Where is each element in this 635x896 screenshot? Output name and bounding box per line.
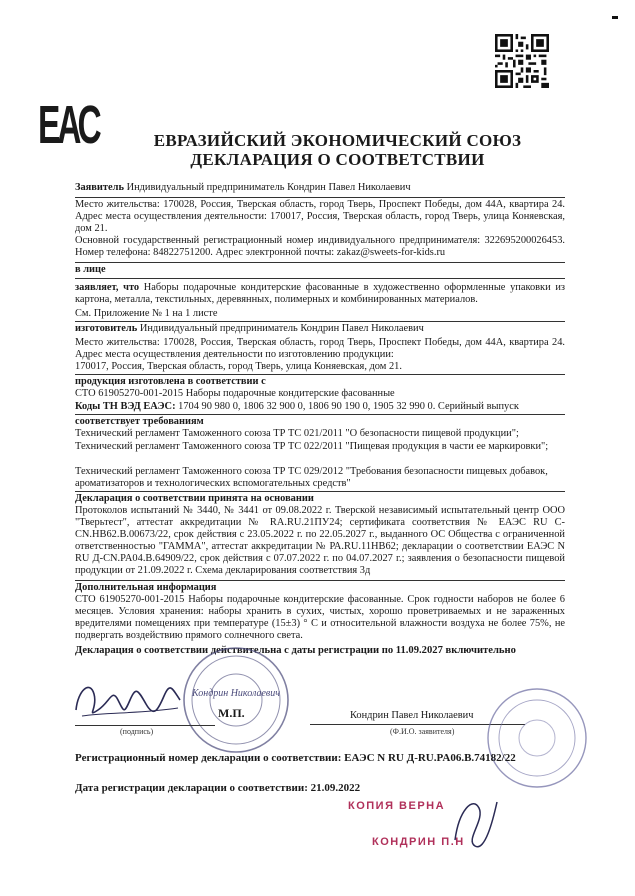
- applicant-ogrn: Основной государственный регистрационный номер индивидуального предпринимателя: 322695200026453. Номер телефона: 84822751200. Адрес электронной почты: zakaz@sweets-for-kids.ru: [75, 235, 565, 258]
- mp-label: М.П.: [218, 706, 245, 720]
- certificate-stamp: [485, 686, 589, 790]
- signature-caption: (подпись): [120, 727, 154, 736]
- divider: [75, 262, 565, 263]
- divider: [75, 374, 565, 375]
- additional-label: Дополнительная информация: [75, 582, 217, 593]
- basis-value: Протоколов испытаний № 3440, № 3441 от 09.08.2022 г. Тверской независимый испытательный центр ООО "Тверьтест", аттестат аккредитации № RA.RU.21ПУ24; сертификата соответствия № ЕАЭС RU С-CN.НВ62.В.00673/22, срок действия с 23.05.2022 г. по 22.05.2027 г., выданного ОС Общества с ограниченной ответственностью "ГАММА", аттестат аккредитации № РА.RU.11НВ62; декларации о соответствии ЕАЭС N RU Д-CN.PA04.В.64909/22, срок действия с 07.07.2022 г. по 04.07.2027 г.; заявления о безопасности пищевой продукции от 21.09.2022 г. Схема декларирования соответствия 3д: [75, 505, 565, 576]
- union-title: ЕВРАЗИЙСКИЙ ЭКОНОМИЧЕСКИЙ СОЮЗ: [153, 131, 522, 150]
- eac-logo: ЕАС: [38, 95, 99, 155]
- applicant-row: [75, 182, 565, 194]
- applicant-value: Индивидуальный предприниматель Кондрин Павел Николаевич: [126, 182, 411, 193]
- corner-mark: [612, 16, 618, 19]
- signature-line: [75, 725, 215, 726]
- divider: [75, 491, 565, 492]
- manufacturer-address: Место жительства: 170028, Россия, Тверская область, город Тверь, Проспект Победы, дом 44А, квартира 24. Адрес места осуществления деятельности по изготовлению продукции:: [75, 337, 565, 360]
- declares-row: [75, 282, 565, 306]
- manufacturer-address-2: 170017, Россия, Тверская область, город Тверь, улица Коняевская, дом 21.: [75, 361, 402, 372]
- name-caption: (Ф.И.О. заявителя): [390, 727, 455, 736]
- declaration-title: ДЕКЛАРАЦИЯ О СООТВЕТСТВИИ: [190, 150, 485, 169]
- requirement-item: Технический регламент Таможенного союза ТР ТС 021/2011 "О безопасности пищевой продукции";: [75, 428, 519, 439]
- seal-text: Кондрин Николаевич: [191, 688, 281, 699]
- manufacturer-value: Индивидуальный предприниматель Кондрин Павел Николаевич: [139, 323, 424, 334]
- seal-stamp: [180, 644, 292, 756]
- divider: [75, 278, 565, 279]
- copy-signature-icon: [445, 790, 505, 856]
- declares-value: Наборы подарочные кондитерские фасованные в художественно оформленные упаковки из картона, металла, текстильных, деревянных, полимерных и комбинированных материалов.: [75, 282, 565, 305]
- in-person-label: в лице: [75, 264, 106, 275]
- manufacturer-row: [75, 323, 565, 335]
- produced-value: СТО 61905270-001-2015 Наборы подарочные кондитерские фасованные: [75, 388, 395, 399]
- divider: [75, 197, 565, 198]
- declares-label: заявляет, что: [75, 282, 140, 293]
- copy-stamp-line1: КОПИЯ ВЕРНА: [348, 800, 446, 812]
- qr-code-icon: [495, 34, 549, 88]
- signature-icon: [68, 670, 188, 726]
- registration-number: Регистрационный номер декларации о соответствии: ЕАЭС N RU Д-RU.PA06.В.74182/22: [75, 752, 516, 764]
- produced-label: продукция изготовлена в соответствии с: [75, 376, 266, 387]
- signer-name: Кондрин Павел Николаевич: [350, 710, 474, 721]
- codes-row: [75, 401, 565, 413]
- divider: [75, 580, 565, 581]
- registration-date: Дата регистрации декларации о соответствии: 21.09.2022: [75, 782, 361, 794]
- basis-label: Декларация о соответствии принята на основании: [75, 493, 314, 504]
- divider: [75, 321, 565, 322]
- codes-label: Коды ТН ВЭД ЕАЭС:: [75, 401, 176, 412]
- divider: [75, 414, 565, 415]
- appendix-ref: См. Приложение № 1 на 1 листе: [75, 308, 218, 319]
- applicant-label: Заявитель: [75, 182, 124, 193]
- additional-value: СТО 61905270-001-2015 Наборы подарочные кондитерские фасованные. Срок годности наборов не более 6 месяцев. Условия хранения: наборы хранить в сухих, чистых, хорошо проветриваемых и не зараженных вредителями помещениях при температуре (15±3) ° С и относительной влажности воздуха не более 75%, не подвергать воздействию прямого солнечного света.: [75, 594, 565, 641]
- applicant-address: Место жительства: 170028, Россия, Тверская область, город Тверь, Проспект Победы, дом 44А, квартира 24. Адрес места осуществления деятельности: 170017, Россия, Тверская область, город Тверь, улица Коняевская, дом 21.: [75, 199, 565, 234]
- requirement-item: Технический регламент Таможенного союза ТР ТС 022/2011 "Пищевая продукция в части ее маркировки";: [75, 441, 549, 452]
- requirements-label: соответствует требованиям: [75, 416, 204, 427]
- manufacturer-label: изготовитель: [75, 323, 138, 334]
- requirement-item: Технический регламент Таможенного союза ТР ТС 029/2012 "Требования безопасности пищевых добавок, ароматизаторов и технологических вспомогательных средств": [75, 466, 548, 489]
- copy-stamp-line2: КОНДРИН П.Н: [372, 836, 465, 848]
- validity-statement: Декларация о соответствии действительна с даты регистрации по 11.09.2027 включительно: [75, 645, 516, 656]
- codes-value: 1704 90 980 0, 1806 32 900 0, 1806 90 190 0, 1905 32 990 0. Серийный выпуск: [178, 401, 519, 412]
